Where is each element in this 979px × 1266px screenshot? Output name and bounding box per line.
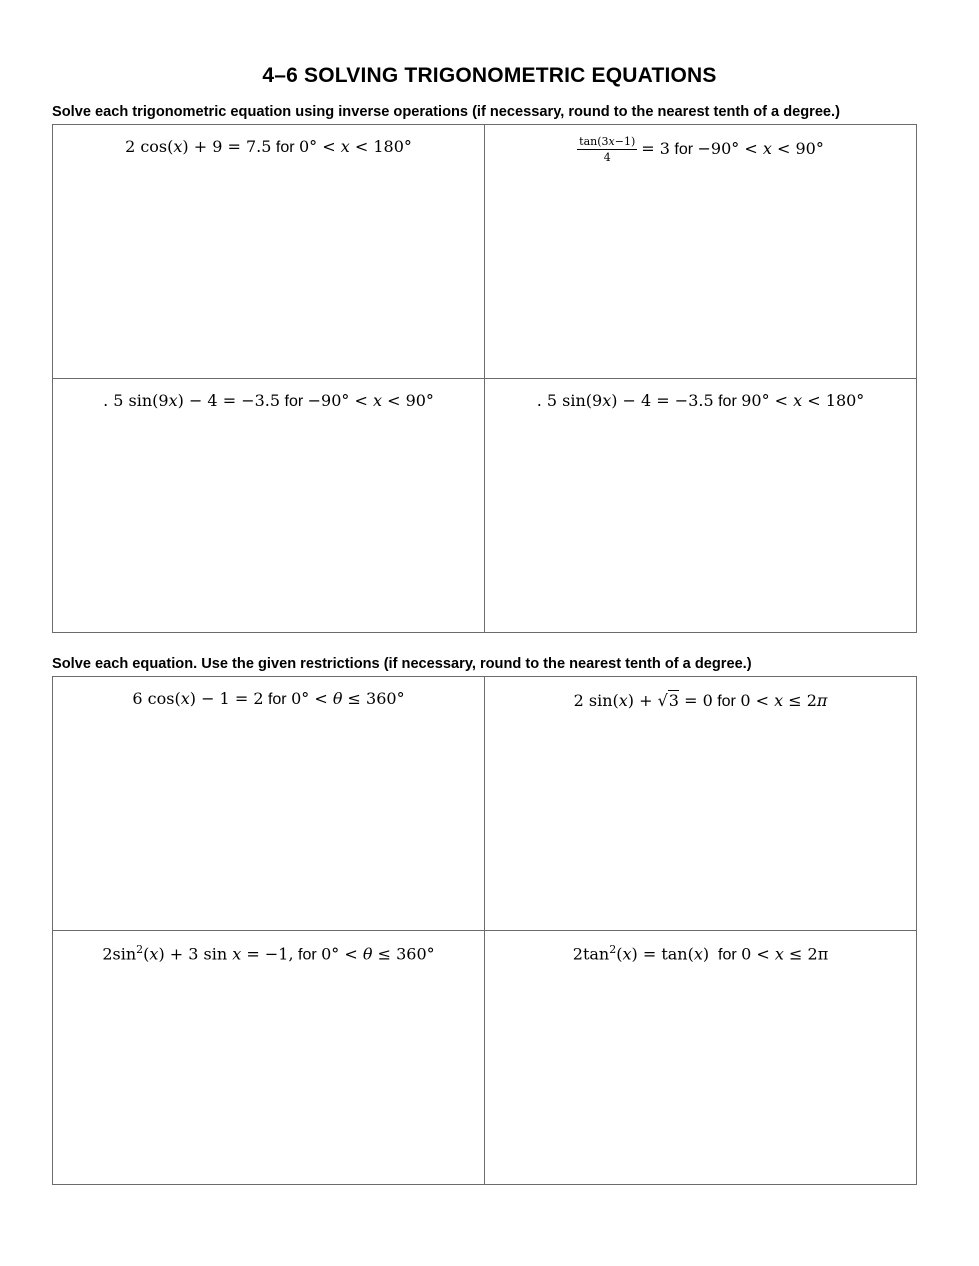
problem-1-equation: 2 cos(x) + 9 = 7.5 for 0° < x < 180°	[125, 137, 412, 156]
problem-8-equation: $2\tan^2(x) = \tan(x)$ for 0 < x ≤ 2π	[572, 943, 829, 964]
problem-6-equation: 2 sin(x) + √3 = 0 for 0 < x ≤ 2π	[573, 691, 828, 710]
problem-4-equation: . 5 sin(9x) − 4 = −3.5 for 90° < x < 180°	[536, 391, 865, 410]
problem-4-cell[interactable]	[485, 379, 917, 633]
section-2-instruction: Solve each equation. Use the given restrictions (if necessary, round to the nearest tenth of a degree.)	[52, 656, 752, 672]
problem-7-cell[interactable]	[53, 931, 485, 1185]
section-2-grid	[52, 676, 917, 1185]
page-title: 4–6 SOLVING TRIGONOMETRIC EQUATIONS	[262, 64, 717, 87]
problem-5-cell[interactable]	[53, 677, 485, 931]
problem-1-cell[interactable]	[53, 125, 485, 379]
problem-8-cell[interactable]	[485, 931, 917, 1185]
problem-7-equation: $2\sin^2(x) + 3$ sin x = −1, for 0° < θ ≤ 360°	[102, 943, 435, 964]
problem-6-cell[interactable]	[485, 677, 917, 931]
problem-2-equation: $\frac{\tan(3x-1)}{4}$ = 3 for −90° < x < 90°	[579, 135, 824, 164]
section-1-grid	[52, 124, 917, 633]
problem-2-cell[interactable]	[485, 125, 917, 379]
problem-3-cell[interactable]	[53, 379, 485, 633]
problem-5-equation: 6 cos(x) − 1 = 2 for 0° < θ ≤ 360°	[132, 689, 405, 708]
section-1-instruction: Solve each trigonometric equation using inverse operations (if necessary, round to the nearest tenth of a degree.)	[52, 104, 840, 120]
problem-2-fraction: $\frac{\tan(3x-1)}{4}$	[579, 135, 636, 164]
problem-3-equation: . 5 sin(9x) − 4 = −3.5 for −90° < x < 90°	[103, 391, 434, 410]
